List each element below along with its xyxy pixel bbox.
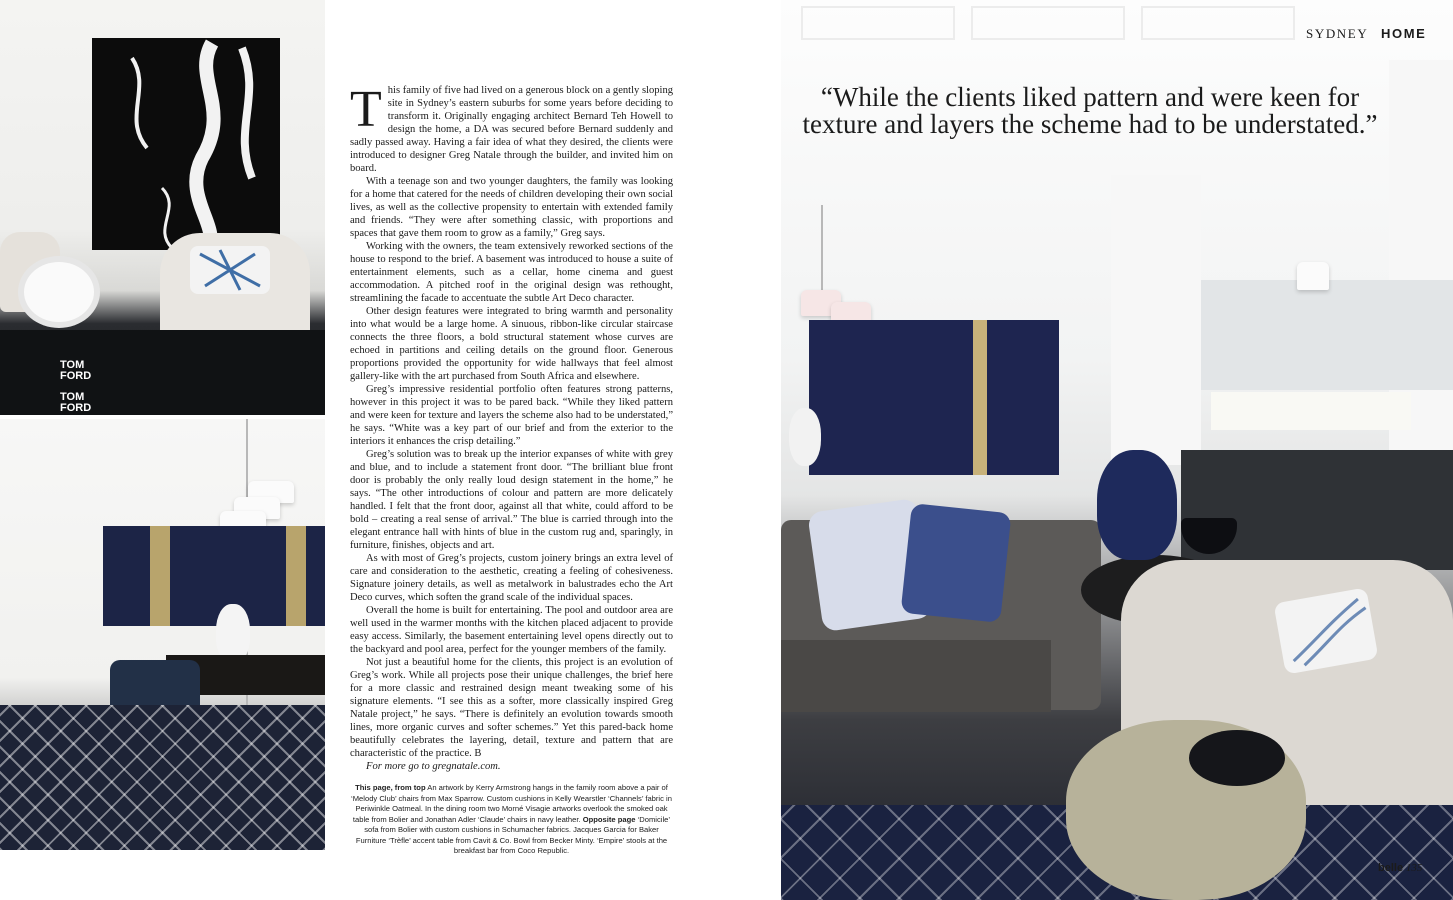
channels-cushion (190, 246, 270, 294)
kitchen-cabinetry (1201, 280, 1453, 390)
book-cover-title: TOM FORD (60, 391, 92, 414)
photo-family-room (0, 0, 325, 415)
drop-cap: T (350, 81, 382, 138)
page-number: 135 (1405, 862, 1423, 874)
book-spine-title: TOM FORD (60, 359, 92, 382)
pendant-light (1297, 262, 1329, 290)
article-paragraph: With a teenage son and two younger daughters, the family was looking for a home that catered for the needs of children developing their own social lives, as well as the collective propensity to entertain with extended family and friends. “They were after something classic, with proportions and spaces that gave them room to grow as a family,” Greg says. (350, 176, 673, 239)
section-city: SYDNEY (1306, 26, 1369, 41)
article-paragraph: Working with the owners, the team extensively reworked sections of the house to respond to the brief. A basement was introduced to house a suite of entertainment elements, such as a cellar, home cinema and guest accommodation. A pitched roof in the original design was rethought, streamlining the facade to accentuate the subtle Art Deco character. (350, 241, 673, 304)
marble-bowl (1189, 730, 1285, 786)
dining-artwork-gold-strip (150, 526, 170, 626)
kitchen-window (1211, 392, 1411, 430)
article-paragraph: Not just a beautiful home for the clients, this project is an evolution of Greg’s work. While all projects pose their unique challenges, the brief here for a more classic and restrained design meant tweaking some of his signature elements. “I see this as a softer, more classically inspired Greg Natale project,” he says. “There is definitely an evolution towards smooth lines, more organic curves and softer schemes.” Yet this pared-back home beautifully celebrates the layering, detail, texture and pattern that are characteristic of the practice. B (350, 657, 673, 759)
blue-vase (1097, 450, 1177, 560)
white-column (1111, 175, 1201, 465)
article-body (350, 81, 673, 773)
article-paragraph: Other design features were integrated to bring warmth and personality into what would be a large home. A sinuous, ribbon-like circular staircase connects the three floors, a bold structural statement whose curves are echoed in partitions and ceiling details on the ground floor. Generous proportions provided the opportunity for wide hallways that feel almost gallery-like with the art purchased from South Africa and elsewhere. (350, 306, 673, 382)
patterned-rug (0, 705, 325, 850)
glass-coffee-table (0, 330, 325, 415)
white-vase (789, 408, 821, 466)
page-folio (1378, 862, 1422, 874)
ceiling-panel (971, 6, 1125, 40)
dining-artwork-gold-strip (286, 526, 306, 626)
pull-quote: “While the clients liked pattern and were keen for texture and layers the scheme had to be understated.” (802, 82, 1378, 139)
abstract-artwork (92, 38, 280, 250)
white-vase (216, 604, 250, 662)
blue-pattern-cushion (901, 503, 1012, 623)
caption-label: Opposite page (582, 814, 636, 824)
white-hydrangeas (24, 262, 94, 322)
ceiling-panel (801, 6, 955, 40)
caption-text: ‘Domicile’ sofa from Bolier with custom cushions in Schumacher fabrics. Jacques Garcia for Baker Furniture ‘Trèfle’ accent table from Cavit & Co. Bowl from Becker Minty. ‘Empire’ stools at the breakfast bar from Coco Republic. (355, 814, 671, 855)
article-sign-off: For more go to gregnatale.com. (366, 761, 501, 772)
living-artwork (809, 320, 1059, 475)
breakfast-bar (1181, 450, 1453, 570)
section-name: HOME (1381, 26, 1427, 41)
magazine-brand: belle (1378, 862, 1404, 874)
article-paragraph: Overall the home is built for entertaining. The pool and outdoor area are well used in the warmer months with the kitchen placed adjacent to provide easy access. Similarly, the basement entertaining level opens directly out to the backyard and pool area, perfect for the younger members of the family. (350, 605, 673, 655)
ceiling-panel (1141, 6, 1295, 40)
article-paragraph: Greg’s impressive residential portfolio often features strong patterns, however in this project it was to be pared back. “While they liked pattern and were keen for texture and layers the scheme also had to be understated,” he says. “White was a key part of our brief and from the exterior to the interiors it enhances the crisp detailing.” (350, 384, 673, 447)
living-artwork-gold-strip (973, 320, 987, 475)
abstract-artwork-strokes (92, 38, 280, 250)
caption-text: An artwork by Kerry Armstrong hangs in the family room above a pair of ‘Melody Club’ chairs from Max Sparrow. Custom cushions in Kelly Wearstler ‘Channels’ fabric in Periwinkle Oatmeal. In the dining room two Morné Visagie artworks overlook the smoked oak table from Bolier and Jonathan Adler ‘Claude’ chairs in navy leather. (351, 783, 672, 824)
article-paragraph: As with most of Greg’s projects, custom joinery brings an extra level of care and consideration to the aesthetic, creating a feeling of cohesiveness. Signature joinery details, as well as metalwork in balustrades echo the Art Deco curves, which soften the grand scale of the individual spaces. (350, 553, 673, 603)
photo-caption (350, 783, 673, 857)
pendant-cord (821, 205, 823, 300)
article-paragraph (350, 81, 673, 175)
paragraph-text: his family of five had lived on a generous block on a gently sloping site in Sydney’s eastern suburbs for some years before deciding to transform it. Originally engaging architect Bernard Teh Howell to design the home, a DA was secured before Bernard suddenly and sadly passed away. Having a fair idea of what they desired, the clients were introduced to designer Greg Natale through the builder, and invited him on board. (350, 85, 673, 174)
photo-dining-room (0, 419, 325, 850)
tom-ford-book (60, 359, 94, 414)
article-paragraph: Greg’s solution was to break up the interior expanses of white with grey and blue, and to include a statement front door. “The brilliant blue front door is probably the only really loud design statement in the home,” he says. “The other introductions of colour and pattern are more delicately handled. I felt that the front door, against all that white, could afford to be bold – creating a real sense of arrival.” The blue is carried through into the elegant entrance hall with hints of blue in the custom rug and, sparingly, in furniture, finishes, objects and art. (350, 449, 673, 551)
caption-label: This page, from top (355, 783, 426, 792)
sofa-base (781, 640, 1051, 712)
